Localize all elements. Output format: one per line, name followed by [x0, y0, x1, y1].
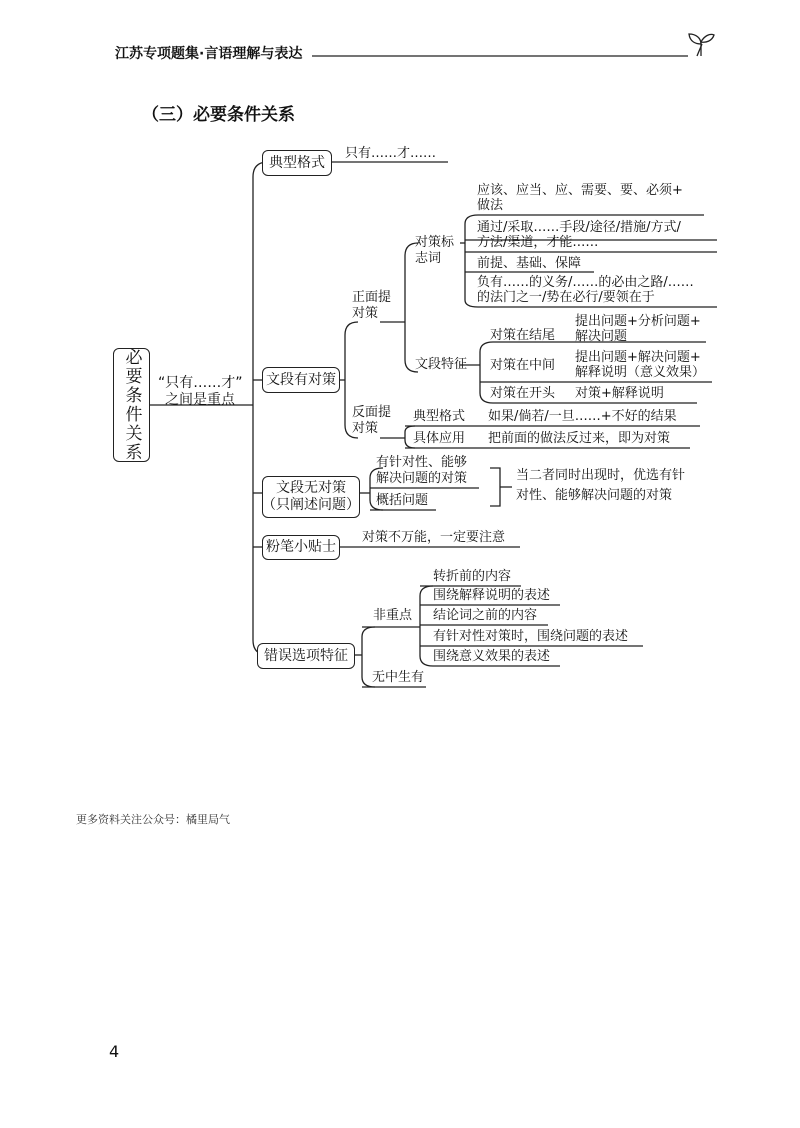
non-key-item-1: 转折前的内容	[433, 569, 512, 584]
focus-line-2: 之间是重点	[165, 392, 235, 408]
non-key-item-5: 围绕意义效果的表述	[433, 649, 551, 664]
node-wrong-options	[257, 643, 355, 669]
typical-format-value: 只有……才……	[345, 146, 437, 161]
no-countermeasure-item-2: 概括问题	[376, 493, 429, 508]
tips-value: 对策不万能，一定要注意	[362, 530, 506, 545]
marker-word-item-2-line-2: 方法/渠道，才能……	[477, 235, 599, 250]
no-countermeasure-label-1: 文段无对策	[276, 480, 346, 496]
non-key-item-3: 结论词之前的内容	[433, 608, 538, 623]
section-title: （三）必要条件关系	[142, 105, 295, 125]
node-tips	[262, 535, 340, 560]
marker-words-label-2: 志词	[415, 251, 442, 266]
marker-word-item-2-line-1: 通过/采取……手段/途径/措施/方式/	[477, 220, 681, 235]
negative-item-2-label: 具体应用	[413, 431, 466, 446]
tips-label: 粉笔小贴士	[266, 539, 336, 555]
node-no-countermeasure	[262, 476, 360, 518]
wrong-options-label: 错误选项特征	[264, 647, 348, 664]
no-countermeasure-item-1-line-1: 有针对性、能够	[376, 455, 468, 470]
marker-word-item-4-line-2: 的法门之一/势在必行/要领在于	[477, 290, 655, 305]
node-has-countermeasure	[262, 367, 340, 393]
non-key-item-4: 有针对性对策时，围绕问题的表述	[433, 629, 629, 644]
no-countermeasure-item-1-line-2: 解决问题的对策	[376, 471, 468, 486]
no-countermeasure-note-1: 当二者同时出现时，优选有针	[516, 468, 686, 483]
feature-3-position: 对策在开头	[490, 386, 556, 401]
marker-word-item-1-line-1: 应该、应当、应、需要、要、必须+	[477, 183, 683, 198]
positive-label-1: 正面提	[352, 290, 392, 305]
no-countermeasure-note-2: 对性、能够解决问题的对策	[516, 488, 673, 503]
negative-item-1-value: 如果/倘若/一旦……+不好的结果	[488, 409, 677, 424]
marker-word-item-3: 前提、基础、保障	[477, 256, 582, 271]
no-countermeasure-label-2: （只阐述问题）	[262, 497, 360, 513]
sprout-icon	[686, 30, 716, 58]
negative-label-2: 对策	[352, 421, 379, 436]
marker-words-label-1: 对策标	[415, 235, 455, 250]
feature-1-line-2: 解决问题	[575, 329, 628, 344]
has-countermeasure-label: 文段有对策	[266, 371, 336, 388]
feature-2-line-2: 解释说明（意义效果）	[575, 365, 706, 380]
fabricated-label: 无中生有	[372, 670, 425, 685]
feature-2-line-1: 提出问题+解决问题+	[575, 350, 701, 365]
footer-text: 更多资料关注公众号：橘里局气	[76, 813, 230, 826]
root-node	[113, 348, 150, 462]
negative-label-1: 反面提	[352, 405, 392, 420]
root-label: 必要条件关系	[121, 348, 142, 462]
focus-line-1: “只有……才”	[158, 375, 243, 391]
feature-1-line-1: 提出问题+分析问题+	[575, 314, 701, 329]
non-key-label: 非重点	[373, 608, 413, 623]
negative-item-1-label: 典型格式	[413, 409, 466, 424]
feature-2-position: 对策在中间	[490, 358, 556, 373]
text-features-label: 文段特征	[415, 357, 468, 372]
typical-format-label: 典型格式	[269, 154, 325, 171]
marker-word-item-1-line-2: 做法	[477, 198, 504, 213]
negative-item-2-value: 把前面的做法反过来，即为对策	[488, 431, 671, 446]
marker-word-item-4-line-1: 负有……的义务/……的必由之路/……	[477, 275, 694, 290]
positive-label-2: 对策	[352, 306, 379, 321]
header-title: 江苏专项题集·言语理解与表达	[115, 46, 303, 62]
feature-3-line-1: 对策+解释说明	[575, 386, 664, 401]
non-key-item-2: 围绕解释说明的表述	[433, 588, 551, 603]
page-number: 4	[109, 1042, 120, 1061]
feature-1-position: 对策在结尾	[490, 328, 556, 343]
node-typical-format	[262, 150, 332, 176]
